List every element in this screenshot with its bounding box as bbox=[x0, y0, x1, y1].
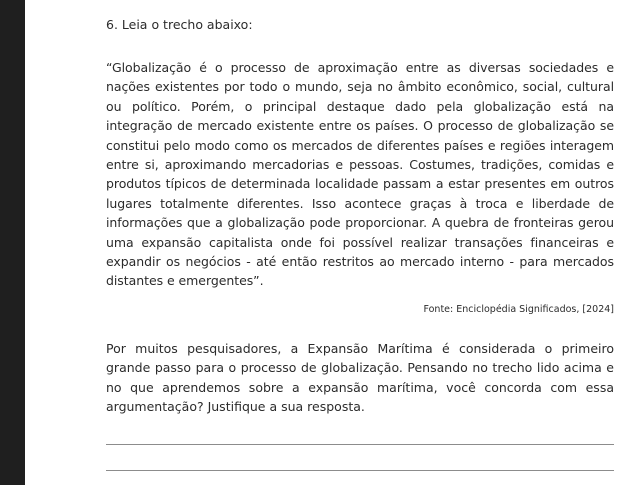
source-citation: Fonte: Enciclopédia Significados, [2024] bbox=[423, 304, 614, 315]
question-prompt: Por muitos pesquisadores, a Expansão Marítima é considerada o primeiro grande passo para o processo de globalização. Pensando no trecho lido acima e no que aprendemos sobre a expansão marítima, você concorda com essa argumentação? Justifique a sua resposta. bbox=[106, 341, 614, 415]
question-title: 6. Leia o trecho abaixo: bbox=[106, 17, 253, 32]
quoted-passage: “Globalização é o processo de aproximação entre as diversas sociedades e nações existentes por todo o mundo, seja no âmbito econômico, social, cultural ou político. Porém, o principal destaque dado pela globalização está na integração de mercado existente entre os países. O processo de globalização se constitui pelo modo como os mercados de diferentes países e regiões interagem entre si, aproximando mercadorias e pessoas. Costumes, tradições, comidas e produtos típicos de determinada localidade passam a estar presentes em outros lugares totalmente diferentes. Isso acontece graças à troca e liberdade de informações que a globalização pode proporcionar. A quebra de fronteiras gerou uma expansão capitalista onde foi possível realizar transações financeiras e expandir os negócios - até então restritos ao mercado interno - para mercados distantes e emergentes”. bbox=[106, 60, 614, 289]
answer-line[interactable] bbox=[106, 444, 614, 445]
answer-line[interactable] bbox=[106, 470, 614, 471]
left-dark-margin bbox=[0, 0, 25, 485]
